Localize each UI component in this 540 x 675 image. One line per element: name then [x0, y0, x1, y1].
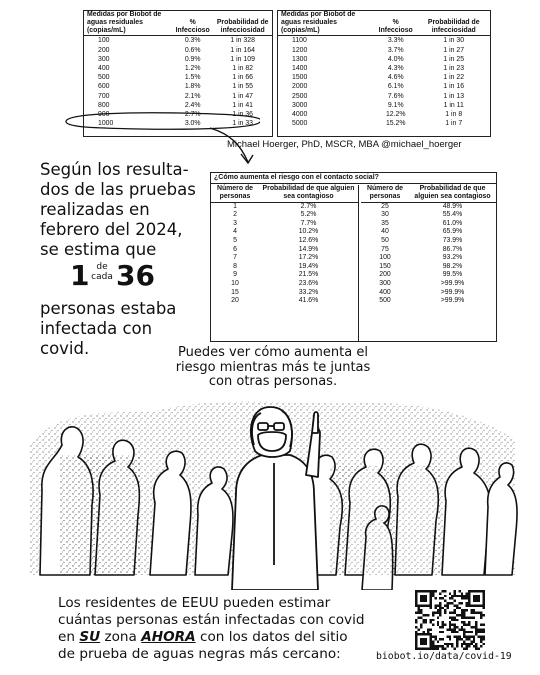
table-cell: 1 in 22 — [443, 74, 465, 82]
table-cell: 2.7% — [300, 202, 317, 210]
table-cell: 200 — [98, 46, 110, 54]
table-cell: 600 — [98, 83, 110, 91]
table-cell: 50 — [381, 236, 389, 244]
table-cell: 1 in 66 — [232, 74, 254, 82]
table-row — [361, 263, 496, 272]
table-cell: 900 — [98, 111, 110, 119]
table-row — [278, 82, 490, 91]
col-header-people: Número de personas — [361, 185, 409, 202]
table-cell: 1 in 164 — [230, 46, 255, 54]
table-cell: 12.6% — [298, 236, 319, 244]
table-cell: 100 — [379, 254, 391, 262]
table-cell: 2.1% — [184, 92, 201, 100]
table-row — [211, 263, 358, 272]
claim-line: se estima que — [40, 240, 157, 259]
table-row — [361, 211, 496, 220]
table-cell: 1 in 30 — [443, 37, 465, 45]
col-header-contagious: Probabilidad de que alguien sea contagioso — [409, 185, 496, 202]
claim-line: realizadas en — [40, 200, 150, 219]
table-row — [211, 271, 358, 280]
table-cell: 4.3% — [387, 65, 404, 72]
col-header-measure: Medidas por Biobot de aguas residuales (copias/mL) — [278, 11, 374, 36]
table-cell: 65.9% — [442, 228, 463, 236]
table-cell: 17.2% — [298, 254, 319, 262]
table-cell: 0.9% — [184, 55, 201, 63]
crowd-illustration — [0, 385, 540, 590]
ratio-connector — [90, 262, 114, 282]
qr-code-icon[interactable] — [414, 590, 486, 650]
table-cell: 1 in 8 — [445, 111, 463, 119]
table-cell: 33.2% — [298, 288, 319, 296]
table-cell: >99.9% — [440, 288, 465, 296]
ratio-denominator: 36 — [116, 259, 155, 292]
table-row — [84, 101, 272, 110]
table-row — [84, 73, 272, 82]
table-cell: >99.9% — [440, 279, 465, 287]
table-cell: 30 — [381, 211, 389, 219]
table-cell: 1 in 7 — [445, 120, 463, 128]
table-cell: 15.2% — [385, 120, 406, 128]
table-row — [84, 36, 272, 46]
table-row — [84, 92, 272, 101]
table-row — [278, 119, 490, 128]
table-cell: 9 — [233, 271, 237, 279]
table-row — [278, 73, 490, 82]
table-cell: 1 in 33 — [232, 120, 254, 128]
table-cell: 10 — [231, 279, 239, 287]
table-cell: 25 — [381, 202, 389, 210]
speech-line: riesgo mientras más te juntas — [175, 359, 371, 375]
table-cell: 0.6% — [184, 46, 201, 54]
table-cell: 4 — [233, 228, 237, 236]
table-cell: 1 in 36 — [232, 111, 254, 119]
table-cell: 55.4% — [442, 211, 463, 219]
table-cell: 400 — [379, 288, 391, 296]
table-cell: 7.7% — [300, 219, 317, 227]
emphasis-ahora: AHORA — [141, 629, 196, 645]
table-row — [84, 64, 272, 73]
table-cell: 1.2% — [184, 65, 201, 72]
ratio-numerator: 1 — [70, 259, 90, 292]
table-row — [211, 211, 358, 220]
table-cell: 98.2% — [442, 262, 463, 270]
table-cell: 1 in 109 — [230, 55, 255, 63]
table-cell: 1 in 41 — [232, 101, 254, 109]
bottom-line: cuántas personas están infectadas con covid — [58, 612, 365, 628]
text-segment: zona — [100, 629, 142, 645]
bottom-line: Los residentes de EEUU pueden estimar — [58, 595, 331, 611]
claim-line: infectada con — [40, 319, 153, 338]
table-cell: 5.2% — [300, 211, 317, 219]
table-cell: 1400 — [292, 65, 308, 72]
table-cell: 99.5% — [442, 271, 463, 279]
table-cell: 200 — [379, 271, 391, 279]
table-row — [278, 46, 490, 55]
col-header-probability: Probabilidad de infecciosidad — [213, 11, 272, 36]
col-header-measure: Medidas por Biobot de aguas residuales (copias/mL) — [84, 11, 172, 36]
table-row — [361, 202, 496, 211]
table-cell: 2.7% — [184, 111, 201, 119]
table-cell: 1 in 16 — [443, 83, 465, 91]
table-cell: 23.6% — [298, 279, 319, 287]
table-cell: 1 in 82 — [232, 65, 254, 72]
highlight-oval — [66, 113, 260, 129]
table-row — [361, 297, 496, 306]
ratio-one-in-36 — [46, 259, 206, 299]
table-cell: 4000 — [292, 111, 308, 119]
table-cell: 21.5% — [298, 271, 319, 279]
table-cell: 0.3% — [184, 37, 201, 45]
table-cell: 500 — [98, 74, 110, 82]
table-cell: 12.2% — [385, 111, 406, 119]
claim-line: febrero del 2024, — [40, 220, 183, 239]
table-cell: 1 in 25 — [443, 55, 465, 63]
table-cell: 3.7% — [387, 46, 404, 54]
ratio-cada: cada — [91, 272, 113, 282]
table-cell: 1 in 27 — [443, 46, 465, 54]
table-cell: 3 — [233, 219, 237, 227]
table-row — [211, 297, 358, 306]
bottom-line — [58, 629, 398, 646]
table-row — [211, 220, 358, 229]
risk-table-title: ¿Cómo aumenta el riesgo con el contacto social? — [211, 173, 496, 184]
table-cell: 3000 — [292, 101, 308, 109]
bottom-line: de prueba de aguas negras más cercano: — [58, 646, 341, 662]
table-cell: 1000 — [98, 120, 114, 128]
table-cell: 1200 — [292, 46, 308, 54]
table-cell: 300 — [98, 55, 110, 63]
table-row — [211, 246, 358, 255]
table-cell: 3.3% — [387, 37, 404, 45]
col-header-infectious: % Infeccioso — [374, 11, 417, 36]
col-header-probability: Probabilidad de infecciosidad — [417, 11, 490, 36]
table-row — [361, 254, 496, 263]
table-cell: 1 in 23 — [443, 65, 465, 72]
table-row — [211, 280, 358, 289]
table-cell: 7.6% — [387, 92, 404, 100]
table-cell: 6.1% — [387, 83, 404, 91]
col-header-contagious: Probabilidad de que alguien sea contagioso — [259, 185, 358, 202]
text-segment: con los datos del sitio — [195, 629, 348, 645]
table-row — [211, 289, 358, 298]
table-cell: 500 — [379, 297, 391, 305]
table-row — [84, 46, 272, 55]
table-row — [361, 246, 496, 255]
table-cell: 1 in 11 — [443, 101, 464, 109]
table-row — [211, 228, 358, 237]
table-cell: 19.4% — [298, 262, 319, 270]
table-row — [211, 237, 358, 246]
table-cell: 41.6% — [298, 297, 319, 305]
table-cell: 100 — [98, 37, 110, 45]
table-cell: 4.6% — [387, 74, 404, 82]
claim-line: Según los resulta- — [40, 160, 189, 179]
table-cell: 1 — [233, 202, 237, 210]
col-header-people: Número de personas — [211, 185, 259, 202]
table-cell: 15 — [231, 288, 239, 296]
table-cell: >99.9% — [440, 297, 465, 305]
table-row — [211, 254, 358, 263]
table-cell: 5 — [233, 236, 237, 244]
table-row — [211, 202, 358, 211]
table-cell: 1500 — [292, 74, 308, 82]
emphasis-su: SU — [79, 629, 101, 645]
table-row — [361, 280, 496, 289]
table-cell: 86.7% — [442, 245, 463, 253]
table-cell: 300 — [379, 279, 391, 287]
table-row — [278, 55, 490, 64]
table-cell: 1300 — [292, 55, 308, 63]
table-cell: 800 — [98, 101, 110, 109]
data-url-link[interactable]: biobot.io/data/covid-19 — [376, 651, 512, 662]
table-cell: 93.2% — [442, 254, 463, 262]
claim-line: covid. — [40, 339, 90, 358]
table-cell: 6 — [233, 245, 237, 253]
table-cell: 1 in 13 — [443, 92, 465, 100]
ratio-de: de — [96, 262, 108, 272]
table-cell: 3.0% — [184, 120, 201, 128]
table-row — [278, 110, 490, 119]
table-cell: 700 — [98, 92, 110, 100]
table-cell: 8 — [233, 262, 237, 270]
speech-line: con otras personas. — [208, 374, 338, 389]
table-row — [278, 101, 490, 110]
table-row — [278, 36, 490, 46]
table-cell: 20 — [231, 297, 239, 305]
claim-line: personas estaba — [40, 299, 177, 318]
table-row — [361, 237, 496, 246]
table-cell: 1100 — [292, 37, 307, 45]
table-row — [361, 220, 496, 229]
table-cell: 61.0% — [442, 219, 463, 227]
table-cell: 1 in 47 — [232, 92, 254, 100]
table-cell: 150 — [379, 262, 391, 270]
table-row — [361, 228, 496, 237]
table-cell: 14.9% — [298, 245, 319, 253]
claim-line: dos de las pruebas — [40, 180, 196, 199]
author-credit: Michael Hoerger, PhD, MSCR, MBA @michael_hoerger — [227, 139, 462, 150]
table-cell: 2000 — [292, 83, 308, 91]
table-cell: 1.8% — [184, 83, 201, 91]
social-contact-risk-table — [210, 172, 497, 342]
table-row — [84, 55, 272, 64]
estimate-claim — [40, 160, 215, 260]
table-cell: 5000 — [292, 120, 308, 128]
table-cell: 48.9% — [442, 202, 463, 210]
table-cell: 7 — [233, 254, 237, 262]
table-row — [278, 92, 490, 101]
speech-caption — [168, 346, 378, 390]
table-cell: 40 — [381, 228, 389, 236]
table-cell: 75 — [381, 245, 389, 253]
table-row — [361, 271, 496, 280]
table-cell: 1 in 55 — [232, 83, 254, 91]
speech-line: Puedes ver cómo aumenta el — [178, 345, 368, 360]
table-row — [361, 289, 496, 298]
text-segment: en — [58, 629, 80, 645]
bottom-message — [58, 595, 398, 663]
table-cell: 1 in 328 — [230, 37, 255, 45]
table-cell: 4.0% — [387, 55, 404, 63]
table-cell: 1.5% — [184, 74, 201, 82]
table-cell: 400 — [98, 65, 110, 72]
table-row — [84, 82, 272, 91]
col-header-infectious: % Infeccioso — [172, 11, 213, 36]
table-cell: 9.1% — [387, 101, 404, 109]
table-cell: 10.2% — [298, 228, 319, 236]
wastewater-table-right — [277, 10, 491, 137]
table-cell: 2500 — [292, 92, 308, 100]
table-cell: 35 — [381, 219, 389, 227]
table-cell: 73.9% — [442, 236, 463, 244]
table-cell: 2 — [233, 211, 237, 219]
table-row — [278, 64, 490, 73]
table-cell: 2.4% — [184, 101, 201, 109]
